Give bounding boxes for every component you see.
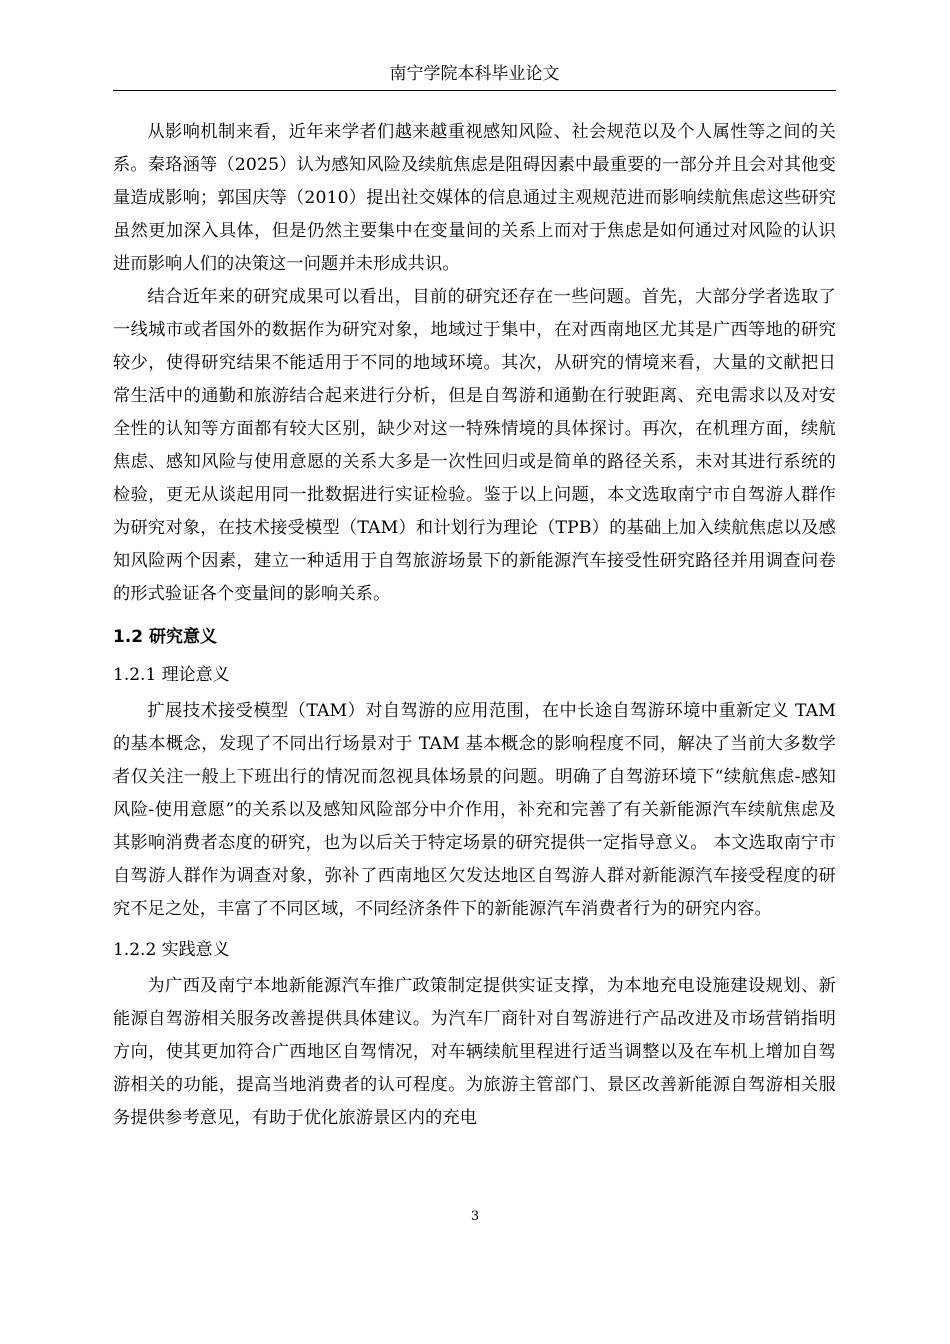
paragraph-research-gaps: 结合近年来的研究成果可以看出，目前的研究还存在一些问题。首先，大部分学者选取了一线城市或者国外的数据作为研究对象，地域过于集中，在对西南地区尤其是广西等地的研究较少，使得研究结果不能适用于不同的地域环境。其次，从研究的情境来看，大量的文献把日常生活中的通勤和旅游结合起来进行分析，但是自驾游和通勤在行驶距离、充电需求以及对安全性的认知等方面都有较大区别，缺少对这一特殊情境的具体探讨。再次，在机理方面，续航焦虑、感知风险与使用意愿的关系大多是一次性回归或是简单的路径关系，未对其进行系统的检验，更无从谈起用同一批数据进行实证检验。鉴于以上问题，本文选取南宁市自驾游人群作为研究对象，在技术接受模型（TAM）和计划行为理论（TPB）的基础上加入续航焦虑以及感知风险两个因素，建立一种适用于自驾旅游场景下的新能源汽车接受性研究路径并用调查问卷的形式验证各个变量间的影响关系。 xyxy=(113,287,836,604)
subsection-heading-theoretical-significance: 1.2.1 理论意义 xyxy=(113,665,230,685)
paragraph-practical-significance: 为广西及南宁本地新能源汽车推广政策制定提供实证支撑，为本地充电设施建设规划、新能源自驾游相关服务改善提供具体建议。为汽车厂商针对自驾游进行产品改进及市场营销指明方向，使其更加符合广西地区自驾情况，对车辆续航里程进行适当调整以及在车机上增加自驾游相关的功能，提高当地消费者的认可程度。为旅游主管部门、景区改善新能源自驾游相关服务提供参考意见，有助于优化旅游景区内的充电 xyxy=(113,976,836,1128)
page-body xyxy=(113,116,836,1135)
subsection-heading-practical-significance: 1.2.2 实践意义 xyxy=(113,940,230,960)
page-header: 南宁学院本科毕业论文 xyxy=(113,62,836,91)
section-heading-research-significance: 1.2 研究意义 xyxy=(113,627,218,647)
page-number: 3 xyxy=(470,1209,480,1224)
paragraph-theoretical-significance: 扩展技术接受模型（TAM）对自驾游的应用范围，在中长途自驾游环境中重新定义 TAM 的基本概念，发现了不同出行场景对于 TAM 基本概念的影响程度不同，解决了当前大多数学者仅关注一般上下班出行的情况而忽视具体场景的问题。明确了自驾游环境下“续航焦虑-感知风险-使用意愿”的关系以及感知风险部分中介作用，补充和完善了有关新能源汽车续航焦虑及其影响消费者态度的研究，也为以后关于特定场景的研究提供一定指导意义。 本文选取南宁市自驾游人群作为调查对象，弥补了西南地区欠发达地区自驾游人群对新能源汽车接受程度的研究不足之处，丰富了不同区域，不同经济条件下的新能源汽车消费者行为的研究内容。 xyxy=(113,701,836,919)
paragraph-influence-mechanism: 从影响机制来看，近年来学者们越来越重视感知风险、社会规范以及个人属性等之间的关系。秦珞涵等（2025）认为感知风险及续航焦虑是阻碍因素中最重要的一部分并且会对其他变量造成影响；郭国庆等（2010）提出社交媒体的信息通过主观规范进而影响续航焦虑这些研究虽然更加深入具体，但是仍然主要集中在变量间的关系上而对于焦虑是如何通过对风险的认识进而影响人们的决策这一问题并未形成共识。 xyxy=(113,122,836,274)
